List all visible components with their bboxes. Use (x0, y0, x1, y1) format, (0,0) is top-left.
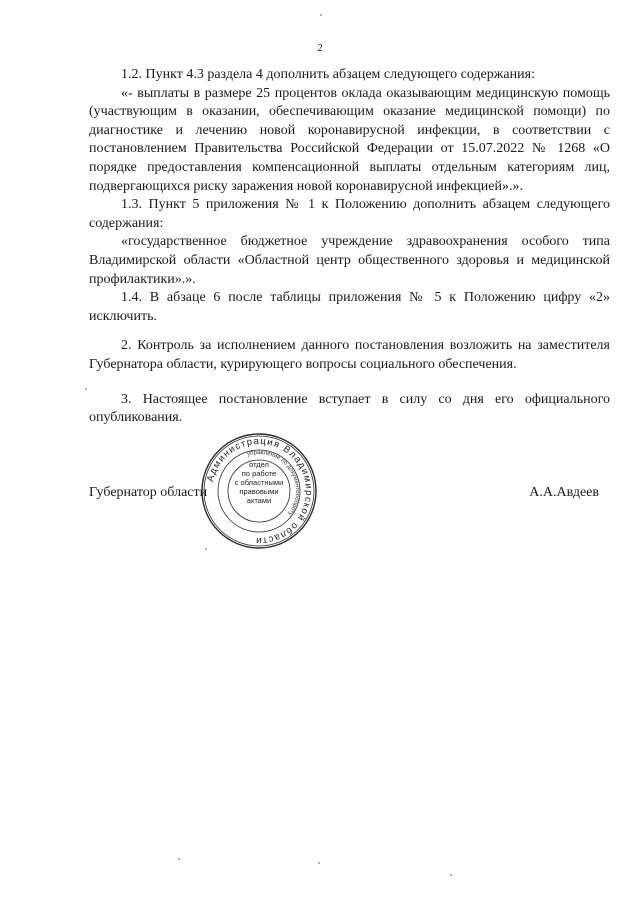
stamp-center-text (232, 460, 286, 505)
scan-speck (450, 874, 452, 876)
scan-speck (318, 862, 320, 864)
stamp-line: актами (246, 496, 272, 505)
paragraph-1-3-quote: «государственное бюджетное учреждение здравоохранения особого типа Владимирской области «Областной центр общественного здоровья и медицинской профилактики».». (89, 234, 610, 287)
scan-speck (320, 14, 322, 16)
official-stamp (200, 432, 318, 550)
signatory-title: Губернатор области (89, 485, 208, 500)
scan-speck (85, 388, 87, 390)
svg-text:Администрация Владимирской обл: Администрация Владимирской области (204, 435, 315, 547)
signatory-name: А.А.Авдеев (529, 485, 599, 500)
paragraph-2: 2. Контроль за исполнением данного постановления возложить на заместителя Губернатора области, курирующего вопросы социального обеспечения. (89, 338, 610, 372)
spacer (89, 326, 610, 337)
page-number: 2 (317, 42, 323, 54)
paragraph-3: 3. Настоящее постановление вступает в силу со дня его официального опубликования. (89, 391, 610, 426)
spacer (89, 375, 610, 391)
svg-text:управление по документообороту: управление по документообороту (246, 449, 301, 517)
paragraph-1-4: 1.4. В абзаце 6 после таблицы приложения № 5 к Положению цифру «2» исключить. (89, 290, 610, 324)
document-body (89, 66, 610, 428)
stamp-line: с областными (234, 478, 284, 487)
stamp-line: по работе (241, 469, 277, 478)
scan-speck (178, 858, 180, 860)
scan-speck (205, 548, 207, 550)
stamp-line: отдел (249, 460, 269, 469)
stamp-line: правовыми (239, 487, 279, 496)
paragraph-1-2: 1.2. Пункт 4.3 раздела 4 дополнить абзацем следующего содержания: (121, 67, 535, 82)
paragraph-1-3: 1.3. Пункт 5 приложения № 1 к Положению дополнить абзацем следующего содержания: (89, 197, 610, 231)
paragraph-1-2-quote: «- выплаты в размере 25 процентов оклада оказывающим медицинскую помощь (участвующим в оказании, обеспечивающим оказание медицинской помощи) по диагностике и лечению новой коронавирусной инфекции, в соответствии с постановлением Правительства Российской Федерации от 15.07.2022 № 1268 «О порядке предоставления компенсационной выплаты отдельным категориям лиц, подвергающихся риску заражения новой коронавирусной инфекцией».». (89, 85, 610, 194)
